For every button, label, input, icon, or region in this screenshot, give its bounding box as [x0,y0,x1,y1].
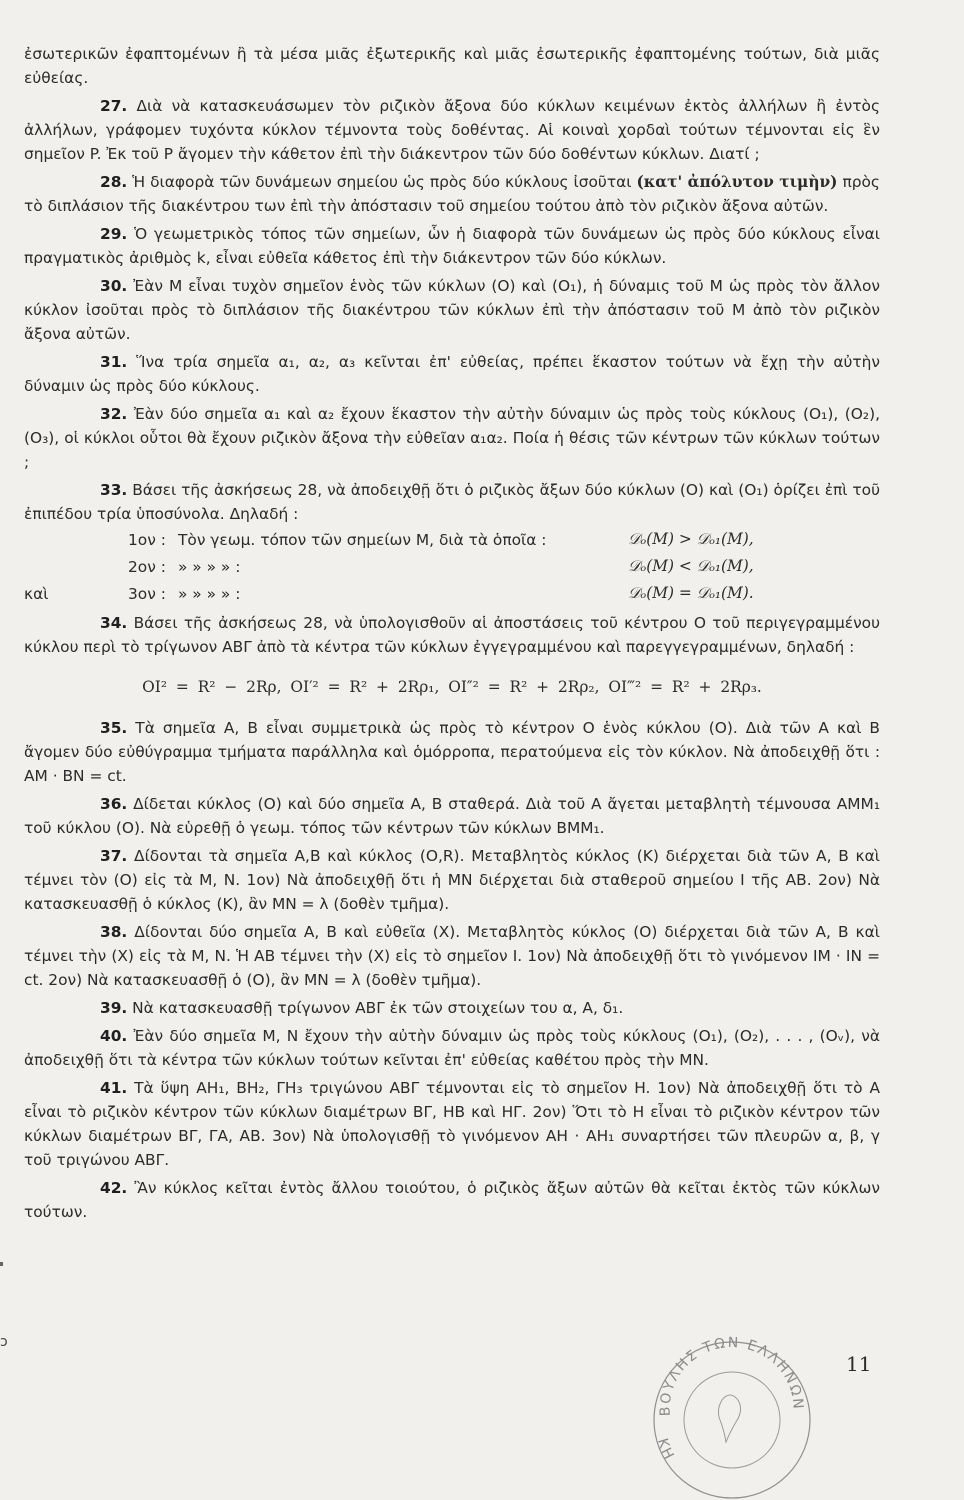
exercise-37 [24,844,880,916]
exercise-40 [24,1024,880,1072]
exercise-42 [24,1176,880,1224]
exercise-28-number: 28. [100,173,128,191]
stamp-text-bottom: ΚΗ [653,1436,678,1464]
exercise-35 [24,716,880,788]
exercise-30-number: 30. [100,277,128,295]
subset-row-3-description: » » » » : [178,584,241,603]
exercise-29-text: Ὁ γεωμετρικὸς τόπος τῶν σημείων, ὧν ἡ διαφορὰ τῶν δυνάμεων ὡς πρὸς δύο κύκλους εἶναι πραγματικὸς ἀριθμὸς k, εἶναι εὐθεῖα κάθετος ἐπὶ τὴν διάκεντρον τῶν δύο κύκλων. [24,225,880,267]
exercise-32-number: 32. [100,405,128,423]
stamp-text: ΒΟΥΛΗΣ ΤΩΝ ΕΛΛΗΝΩΝ [657,1334,806,1417]
exercise-33-text: Βάσει τῆς ἀσκήσεως 28, νὰ ἀποδειχθῇ ὅτι ὁ ριζικὸς ἄξων δύο κύκλων (O) καὶ (O₁) ὁρίζει ἐπὶ τοῦ ἐπιπέδου τρία ὑποσύνολα. Δηλαδή : [24,481,880,523]
subset-row-1-math: 𝒟ₒ(M) > 𝒟ₒ₁(M), [628,530,754,548]
exercise-34 [24,611,880,659]
exercise-29-number: 29. [100,225,128,243]
exercise-28-text-a: Ἡ διαφορὰ τῶν δυνάμεων σημείου ὡς πρὸς δύο κύκλους ἰσοῦται [132,173,632,191]
exercise-38 [24,920,880,992]
page-number: 11 [846,1352,872,1376]
exercise-34-text: Βάσει τῆς ἀσκήσεως 28, νὰ ὑπολογισθοῦν αἱ ἀποστάσεις τοῦ κέντρου O τοῦ περιγεγραμμένου κύκλου περὶ τὸ τρίγωνον ΑΒΓ ἀπὸ τὰ κέντρα τῶν κύκλων ἐγγεγραμμένου καὶ παρεγγεγραμμένων, δηλαδή : [24,614,880,656]
exercise-41-text: Τὰ ὕψη AH₁, BH₂, ΓH₃ τριγώνου ΑΒΓ τέμνονται εἰς τὸ σημεῖον H. 1ον) Νὰ ἀποδειχθῇ ὅτι τὸ A εἶναι τὸ ριζικὸν κέντρον τῶν κύκλων διαμέτρων ΒΓ, HB καὶ HΓ. 2ον) Ὅτι τὸ H εἶναι τὸ ριζικὸν κέντρον τῶν κύκλων διαμέτρων ΒΓ, ΓΑ, ΑΒ. 3ον) Νὰ ὑπολογισθῇ τὸ γινόμενον AH · AH₁ συναρτήσει τῶν πλευρῶν α, β, γ τοῦ τριγώνου ΑΒΓ. [24,1078,880,1169]
exercise-text [24,42,880,1224]
exercise-36-text: Δίδεται κύκλος (O) καὶ δύο σημεῖα A, B σταθερά. Διὰ τοῦ A ἄγεται μεταβλητὴ τέμνουσα AMM₁ τοῦ κύκλου (O). Νὰ εὑρεθῇ ὁ γεωμ. τόπος τῶν κέντρων τῶν κύκλων BMM₁. [24,794,880,837]
exercise-35-number: 35. [100,718,128,737]
subset-row-1-description: Τὸν γεωμ. τόπον τῶν σημείων M, διὰ τὰ ὁποῖα : [178,530,547,549]
exercise-27 [24,94,880,166]
exercise-28 [24,170,880,218]
exercise-27-number: 27. [100,97,128,115]
exercise-28-bold: (κατ' ἀπόλυτον τιμὴν) [636,173,838,191]
exercise-31-text: Ἵνα τρία σημεῖα α₁, α₂, α₃ κεῖνται ἐπ' εὐθείας, πρέπει ἕκαστον τούτων νὰ ἔχῃ τὴν αὐτὴν δύναμιν ὡς πρὸς δύο κύκλους. [24,353,880,395]
subset-row-3-kai: καὶ [24,584,49,603]
exercise-35-text: Τὰ σημεῖα A, B εἶναι συμμετρικὰ ὡς πρὸς τὸ κέντρον O ἑνὸς κύκλου (O). Διὰ τῶν A καὶ B ἄγομεν δύο εὐθύγραμμα τμήματα παράλληλα καὶ ὁμόρροπα, περατούμενα εἰς τὸν κύκλον. Νὰ ἀποδειχθῇ ὅτι : AM · BN = ct. [24,718,880,785]
subset-row-2-ordinal: 2ον : [128,557,166,576]
exercise-40-text: Ἐὰν δύο σημεῖα M, N ἔχουν τὴν αὐτὴν δύναμιν ὡς πρὸς τοὺς κύκλους (O₁), (O₂), . . . , (Oᵥ), νὰ ἀποδειχθῇ ὅτι τὰ κέντρα τῶν κύκλων τούτων κεῖνται ἐπ' εὐθείας καθέτου πρὸς τὴν MN. [24,1026,880,1069]
stamp-emblem-icon [718,1395,740,1442]
exercise-29 [24,222,880,270]
exercise-33-number: 33. [100,481,128,499]
exercise-38-number: 38. [100,922,128,941]
exercise-34-number: 34. [100,614,128,632]
exercise-37-text: Δίδονται τὰ σημεῖα A,B καὶ κύκλος (O,R). Μεταβλητὸς κύκλος (K) διέρχεται διὰ τῶν A, B καὶ τέμνει τὸν (O) εἰς τὰ M, N. 1ον) Νὰ ἀποδειχθῇ ὅτι ἡ MN διέρχεται διὰ σταθεροῦ σημείου I τῆς AB. 2ον) Νὰ κατασκευασθῇ ὁ κύκλος (K), ἂν MN = λ (δοθὲν τμῆμα). [24,846,880,913]
exercise-30 [24,274,880,346]
edge-mark [0,1262,3,1266]
exercise-40-number: 40. [100,1026,128,1045]
exercise-42-number: 42. [100,1178,128,1197]
exercise-36-number: 36. [100,794,128,813]
exercise-28-text-b: πρὸς τὸ διπλάσιον τῆς διακέντρου των ἐπὶ τὴν ἀπόστασιν τοῦ σημείου τούτου ἀπὸ τὸν ριζικὸν ἄξονα αὐτῶν. [24,173,880,215]
exercise-34-formula: OI² = R² − 2Rρ, OI′² = R² + 2Rρ₁, OI″² = R² + 2Rρ₂, OI‴² = R² + 2Rρ₃. [142,678,762,697]
library-stamp [640,1320,820,1500]
exercise-37-number: 37. [100,846,128,865]
subset-row-2 [24,553,880,580]
exercise-39-number: 39. [100,998,128,1017]
exercise-31 [24,350,880,398]
exercise-31-number: 31. [100,353,128,371]
subset-row-2-math: 𝒟ₒ(M) < 𝒟ₒ₁(M), [628,557,754,575]
margin-mark: ɔ [0,1334,8,1350]
exercise-39 [24,996,880,1020]
exercise-32 [24,402,880,474]
exercise-41 [24,1076,880,1172]
exercise-32-text: Ἐὰν δύο σημεῖα α₁ καὶ α₂ ἔχουν ἕκαστον τὴν αὐτὴν δύναμιν ὡς πρὸς τοὺς κύκλους (O₁), (O₂), (O₃), οἱ κύκλοι οὗτοι θὰ ἔχουν ριζικὸν ἄξονα τὴν εὐθεῖαν α₁α₂. Ποία ἡ θέσις τῶν κέντρων τῶν κύκλων τούτων ; [24,405,880,471]
subset-row-3-ordinal: 3ον : [128,584,166,603]
subset-row-1-ordinal: 1ον : [128,530,166,549]
exercise-42-text: Ἂν κύκλος κεῖται ἐντὸς ἄλλου τοιούτου, ὁ ριζικὸς ἄξων αὐτῶν θὰ κεῖται ἐκτὸς τῶν κύκλων τούτων. [24,1178,880,1221]
exercise-41-number: 41. [100,1078,128,1097]
subset-row-2-description: » » » » : [178,557,241,576]
exercise-39-text: Νὰ κατασκευασθῇ τρίγωνον ΑΒΓ ἐκ τῶν στοιχείων του α, A, δ₁. [132,998,624,1017]
exercise-30-text: Ἐὰν M εἶναι τυχὸν σημεῖον ἑνὸς τῶν κύκλων (O) καὶ (O₁), ἡ δύναμις τοῦ M ὡς πρὸς τὸν ἄλλον κύκλον ἰσοῦται πρὸς τὸ διπλάσιον τῆς διακέντρου τῶν κύκλων ἐπὶ τὴν ἀπόστασιν τοῦ M ἀπὸ τὸν ριζικὸν ἄξονα αὐτῶν. [24,277,880,343]
stamp-inner-ring [684,1372,780,1468]
subset-row-3 [24,580,880,607]
exercise-36 [24,792,880,840]
exercise-38-text: Δίδονται δύο σημεῖα A, B καὶ εὐθεῖα (X). Μεταβλητὸς κύκλος (O) διέρχεται διὰ τῶν A, B καὶ τέμνει τὴν (X) εἰς τὰ M, N. Ἡ AB τέμνει τὴν (X) εἰς τὸ σημεῖον I. 1ον) Νὰ ἀποδειχθῇ ὅτι τὸ γινόμενον IM · IN = ct. 2ον) Νὰ κατασκευασθῇ ὁ (O), ἂν MN = λ (δοθὲν τμῆμα). [24,922,880,989]
paragraph-26-end [24,42,880,90]
paragraph-26-end-text: ἐσωτερικῶν ἐφαπτομένων ἢ τὰ μέσα μιᾶς ἐξωτερικῆς καὶ μιᾶς ἐσωτερικῆς ἐφαπτομένης τούτων, διὰ μιᾶς εὐθείας. [24,45,880,87]
exercise-33 [24,478,880,526]
subset-row-1 [24,526,880,553]
subset-row-3-math: 𝒟ₒ(M) = 𝒟ₒ₁(M). [628,584,754,602]
exercise-27-text: Διὰ νὰ κατασκευάσωμεν τὸν ριζικὸν ἄξονα δύο κύκλων κειμένων ἐκτὸς ἀλλήλων ἢ ἐντὸς ἀλλήλων, γράφομεν τυχόντα κύκλον τέμνοντα τοὺς δοθέντας. Αἱ κοιναὶ χορδαὶ τούτων τέμνονται εἰς ἓν σημεῖον P. Ἐκ τοῦ P ἄγομεν τὴν κάθετον ἐπὶ τὴν διάκεντρον τῶν δύο δοθέντων κύκλων. Διατί ; [24,97,880,163]
exercise-33-subsets [24,526,880,607]
